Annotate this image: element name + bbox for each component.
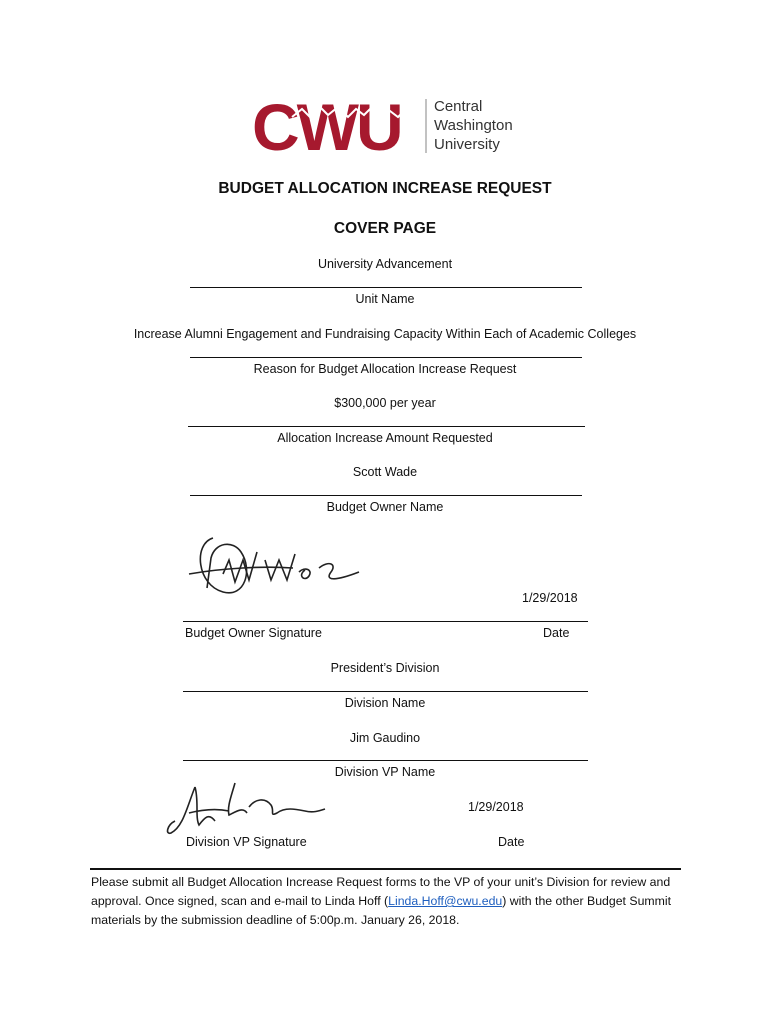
footer-text-part1: Please submit all Budget Allocation Increase Request forms to the VP of your unit’s Division for review and approval. Once signed, scan and e-mail to Linda Hoff ( — [91, 875, 671, 908]
logo-name-line1: Central — [434, 98, 483, 115]
owner-date-label: Date — [543, 626, 570, 640]
vp-name-value: Jim Gaudino — [349, 731, 421, 745]
unit-name-value: University Advancement — [317, 257, 453, 271]
unit-name-label: Unit Name — [355, 292, 415, 306]
amount-value: $300,000 per year — [334, 396, 436, 410]
logo-name-line2: Washington — [434, 117, 513, 134]
owner-date-value: 1/29/2018 — [522, 591, 578, 605]
division-label: Division Name — [344, 696, 426, 710]
reason-value: Increase Alumni Engagement and Fundraising Capacity Within Each of Academic Colleges — [133, 327, 637, 341]
document-title: BUDGET ALLOCATION INCREASE REQUEST — [218, 180, 552, 197]
amount-label: Allocation Increase Amount Requested — [277, 431, 493, 445]
amount-rule — [188, 426, 585, 427]
vp-signature-label: Division VP Signature — [186, 835, 307, 849]
vp-date-label: Date — [498, 835, 525, 849]
logo-university-name — [434, 97, 544, 154]
vp-name-rule — [183, 760, 588, 761]
owner-signature-label: Budget Owner Signature — [185, 626, 322, 640]
logo-name-line3: University — [434, 136, 500, 153]
owner-name-label: Budget Owner Name — [326, 500, 444, 514]
unit-name-rule — [190, 287, 582, 288]
vp-signature-image — [165, 777, 330, 839]
division-rule — [183, 691, 588, 692]
reason-label: Reason for Budget Allocation Increase Request — [253, 362, 517, 376]
document-subtitle: COVER PAGE — [333, 220, 437, 237]
vp-date-value: 1/29/2018 — [468, 800, 524, 814]
owner-signature-image — [183, 530, 368, 605]
owner-name-rule — [190, 495, 582, 496]
reason-rule — [190, 357, 582, 358]
footer-instructions — [91, 873, 681, 930]
footer-rule — [90, 868, 681, 870]
division-value: President’s Division — [330, 661, 440, 675]
footer-email-link[interactable]: Linda.Hoff@cwu.edu — [388, 894, 503, 908]
vp-name-label: Division VP Name — [334, 765, 436, 779]
footer-text-part2: ) with the other Budget Summit materials by the submission deadline of 5:00p.m. January 26, 2018. — [91, 894, 672, 927]
owner-signature-rule — [183, 621, 588, 622]
logo-wordmark: CWU — [252, 95, 401, 157]
owner-name-value: Scott Wade — [352, 465, 418, 479]
